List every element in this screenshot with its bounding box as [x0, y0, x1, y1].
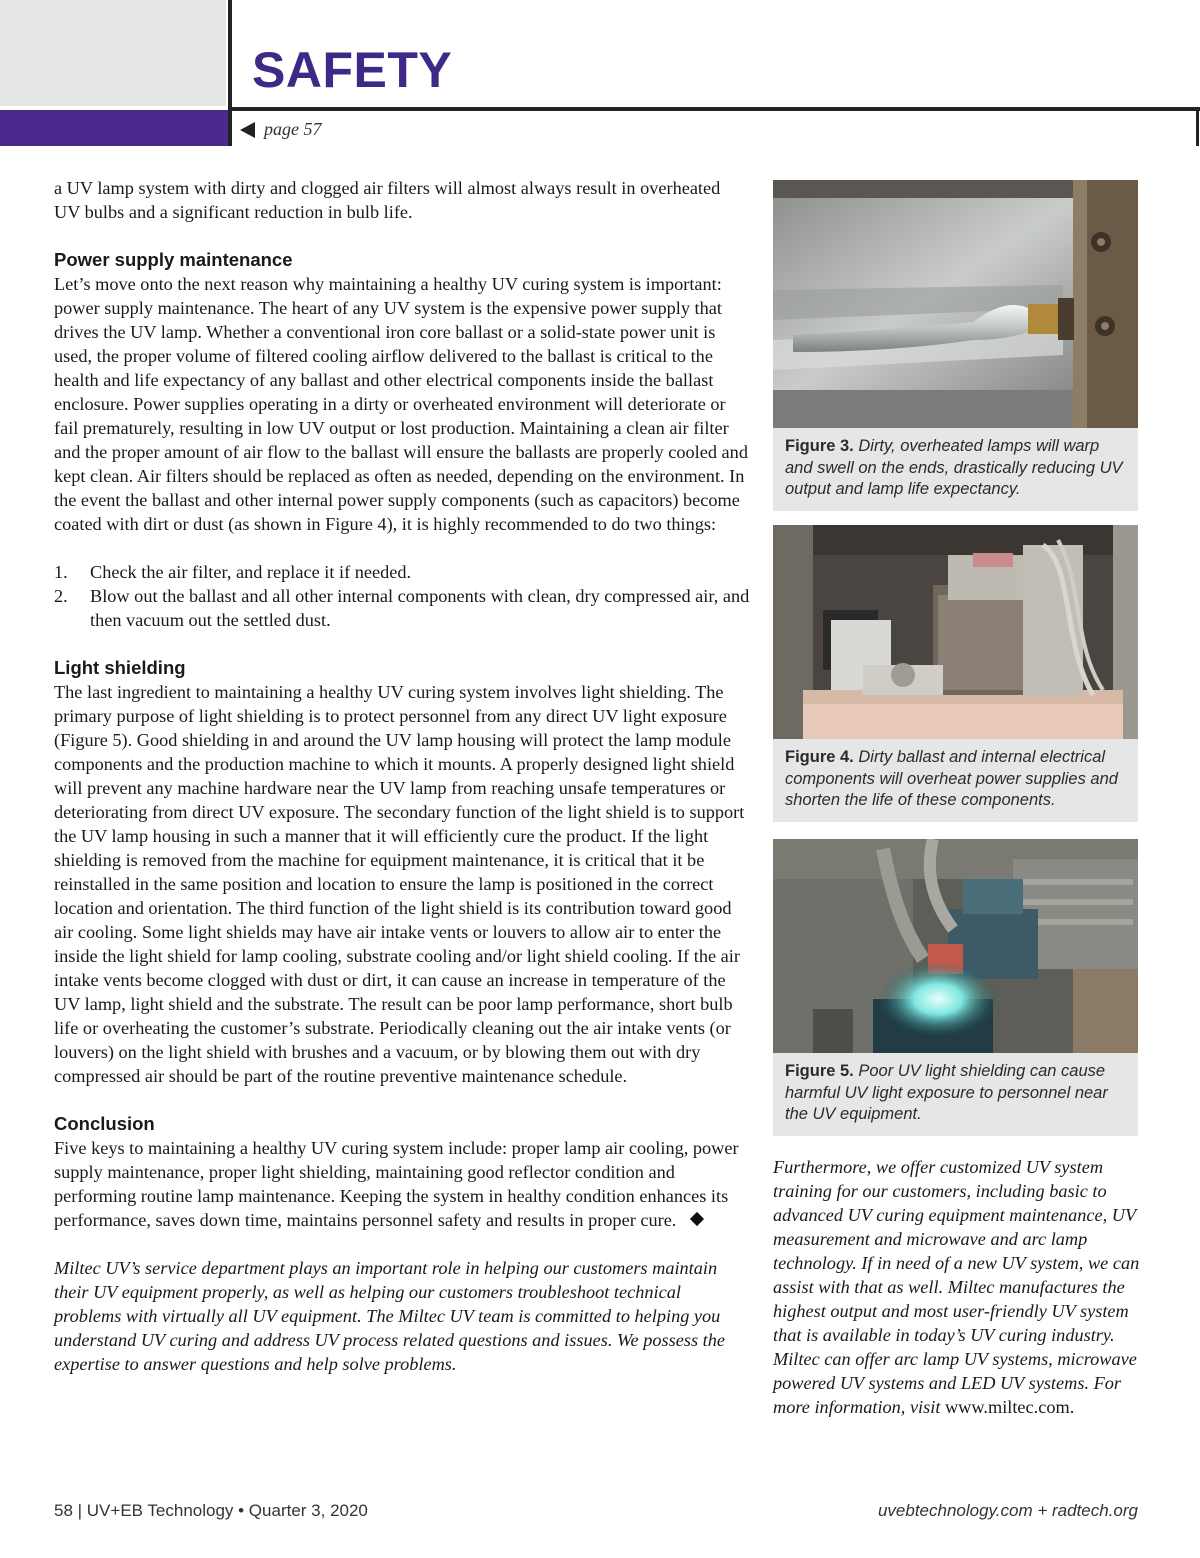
figure-5-caption [773, 1053, 1138, 1136]
figure-3-caption [773, 428, 1138, 511]
header-accent-bar [0, 110, 228, 146]
light-shielding-paragraph: The last ingredient to maintaining a healthy UV curing system involves light shielding. The primary purpose of light shielding is to protect personnel from any direct UV light exposure (Figure 5). Good shielding in and around the UV lamp housing will protect the lamp module components and the production machine to which it mounts. A properly designed light shield will prevent any machine hardware near the UV lamp from reaching unsafe temperatures or deteriorating from direct UV exposure. The secondary function of the light shield is to support the UV lamp housing in such a manner that it will efficiently cure the product. If the light shielding is removed from the machine for equipment maintenance, it is critical that it be reinstalled in the same position and location to ensure the lamp is positioned in the correct location and orientation. The third function of the light shield is its contribution toward good air cooling. Some light shields may have air intake vents or louvers to allow air to enter the inside the light shield for lamp cooling, substrate cooling and/or light shield cooling. If the air intake vents become clogged with dust or dirt, it can cause an increase in temperature of the UV lamp, light shield and the substrate. The result can be poor lamp performance, short bulb life or overheating the customer’s substrate. Periodically cleaning out the air intake vents (or louvers) on the light shield with brushes and a vacuum, or by blowing them out with dry compressed air should be part of the routine preventive maintenance schedule. [54, 682, 745, 1086]
footer-page-info: 58 | UV+EB Technology • Quarter 3, 2020 [54, 1501, 368, 1520]
conclusion-paragraph [54, 1136, 750, 1232]
list-item [54, 560, 750, 584]
list-number: 1. [54, 562, 68, 582]
figure-3-label: Figure 3. [785, 437, 854, 455]
header-divider-vertical [228, 0, 232, 146]
uv-equipment-photo-graphic [773, 839, 1138, 1053]
figure-4-caption [773, 739, 1138, 822]
sidebar-paragraph [773, 1155, 1141, 1419]
figure-4-label: Figure 4. [785, 748, 854, 766]
figure-4-photo [773, 525, 1138, 739]
intro-paragraph: a UV lamp system with dirty and clogged air filters will almost always result in overheated UV bulbs and a significant reduction in bulb life. [54, 178, 721, 222]
header-gray-block [0, 0, 226, 106]
list-text: Blow out the ballast and all other internal components with clean, dry compressed air, and then vacuum out the settled dust. [90, 586, 750, 630]
header-divider-horizontal [228, 107, 1200, 111]
article-body [54, 176, 750, 1376]
section-title: SAFETY [252, 42, 453, 98]
figure-5-label: Figure 5. [785, 1062, 854, 1080]
figure-4 [773, 525, 1138, 822]
continued-from-link[interactable] [240, 119, 322, 140]
end-mark-diamond-icon [690, 1212, 704, 1226]
figure-3-photo [773, 180, 1138, 428]
arrow-left-icon [240, 122, 255, 138]
list-item [54, 584, 750, 632]
heading-light-shielding: Light shielding [54, 657, 186, 678]
lamp-photo-graphic [773, 180, 1138, 428]
steps-list [54, 560, 750, 632]
sidebar-text: Furthermore, we offer customized UV system training for our customers, including basic to advanced UV curing equipment maintenance, UV measurement and microwave and arc lamp technology. If in need of a new UV system, we can assist with that as well. Miltec manufactures the highest output and most user-friendly UV system that is available in today’s UV curing industry. Miltec can offer arc lamp UV systems, microwave powered UV systems and LED UV systems. For more information, visit [773, 1157, 1140, 1417]
header-divider-right [1196, 107, 1199, 146]
figure-5-photo [773, 839, 1138, 1053]
figure-5-caption-text: Poor UV light shielding can cause harmful UV light exposure to personnel near the UV equipment. [785, 1062, 1108, 1123]
list-number: 2. [54, 586, 68, 606]
figure-3 [773, 180, 1138, 511]
figure-4-caption-text: Dirty ballast and internal electrical components will overheat power supplies and shorten the life of these components. [785, 748, 1118, 809]
figure-5 [773, 839, 1138, 1136]
continued-page-ref: page 57 [264, 119, 322, 139]
footer-websites[interactable]: uvebtechnology.com + radtech.org [877, 1501, 1138, 1520]
heading-power-supply: Power supply maintenance [54, 249, 293, 270]
miltec-link[interactable]: www.miltec.com. [944, 1397, 1075, 1417]
list-text: Check the air filter, and replace it if needed. [90, 562, 412, 582]
figure-3-caption-text: Dirty, overheated lamps will warp and swell on the ends, drastically reducing UV output and lamp life expectancy. [785, 437, 1123, 498]
heading-conclusion: Conclusion [54, 1113, 155, 1134]
closing-italic-paragraph: Miltec UV’s service department plays an important role in helping our customers maintain their UV equipment properly, as well as helping our customers troubleshoot technical problems with virtually all UV equipment. The Miltec UV team is committed to helping you understand UV curing and address UV process related questions and issues. We possess the expertise to answer questions and help solve problems. [54, 1258, 725, 1374]
power-supply-paragraph: Let’s move onto the next reason why maintaining a healthy UV curing system is important: power supply maintenance. The heart of any UV system is the expensive power supply that drives the UV lamp. Whether a conventional iron core ballast or a solid-state power unit is used, the proper volume of filtered cooling airflow delivered to the ballast is critical to the health and life expectancy of any ballast and other electrical components inside the ballast enclosure. Power supplies operating in a dirty or overheated environment will deteriorate or fail prematurely, resulting in low UV output or lost production. Maintaining a clean air filter and the proper amount of air flow to the ballast will ensure the ballasts are properly cooled and kept clean. Air filters should be replaced as often as needed, depending on the environment. In the event the ballast and other internal power supply components (such as capacitors) become coated with dirt or dust (as shown in Figure 4), it is highly recommended to do two things: [54, 274, 748, 534]
conclusion-text: Five keys to maintaining a healthy UV curing system include: proper lamp air cooling, power supply maintenance, proper light shielding, maintaining good reflector condition and performing routine lamp maintenance. Keeping the system in healthy condition enhances its performance, saves down time, maintains personnel safety and results in proper cure. [54, 1138, 739, 1230]
ballast-photo-graphic [773, 525, 1138, 739]
